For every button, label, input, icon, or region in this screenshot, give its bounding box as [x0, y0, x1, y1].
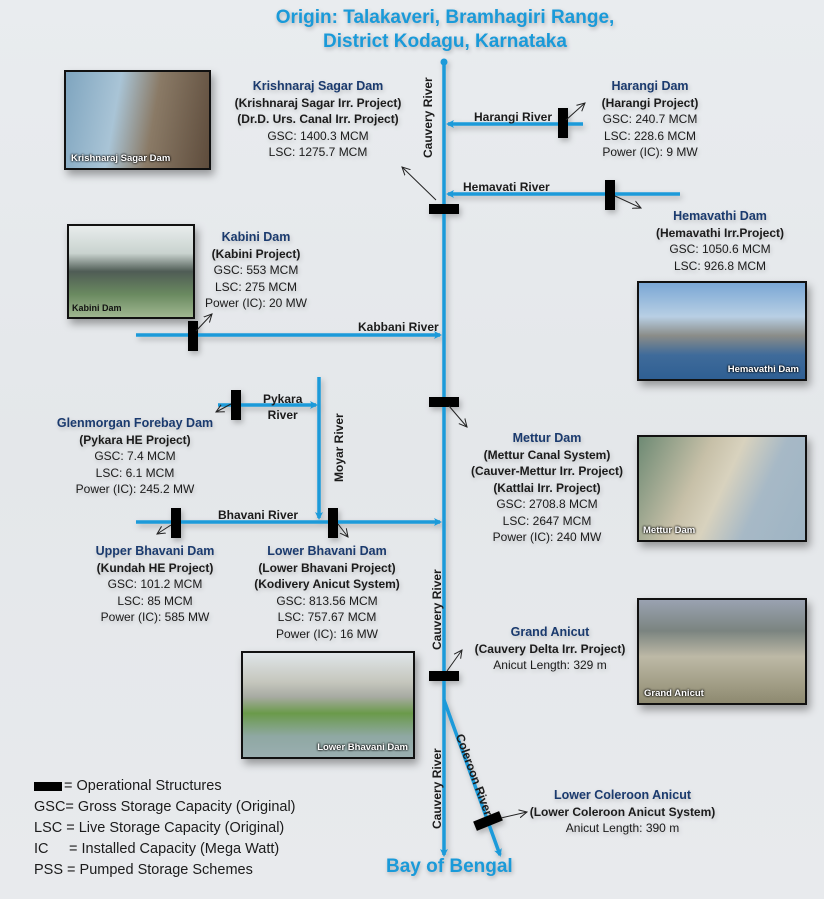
info-krishnaraj-sagar-dam: [218, 78, 418, 161]
cauvery-river-label-lower: Cauvery River: [430, 748, 444, 829]
dam-project: (Cauvery Delta Irr. Project): [474, 641, 626, 656]
anicut-length: Anicut Length: 390 m: [565, 821, 680, 835]
dam-name: Lower Bhavani Dam: [267, 544, 387, 558]
photo-caption: Krishnaraj Sagar Dam: [71, 153, 171, 164]
pykara-river-label-line2: River: [267, 408, 298, 422]
dam-gsc: GSC: 813.56 MCM: [276, 593, 378, 608]
operational-structure-swatch-icon: [34, 782, 62, 791]
structure-grand-anicut: [429, 671, 459, 681]
legend-text: = Operational Structures: [64, 778, 222, 794]
dam-name: Krishnaraj Sagar Dam: [252, 79, 384, 93]
photo-krishnaraj-sagar-dam: [64, 70, 211, 170]
info-lower-bhavani-dam: [252, 543, 402, 642]
dam-lsc: LSC: 1275.7 MCM: [268, 145, 368, 159]
dam-project: (Kodivery Anicut System): [254, 577, 400, 591]
dam-gsc: GSC: 553 MCM: [213, 263, 299, 277]
dam-lsc: LSC: 228.6 MCM: [603, 128, 697, 143]
dam-project: (Pykara HE Project): [79, 432, 191, 447]
dam-name: Kabini Dam: [221, 230, 291, 244]
dam-project: (Kundah HE Project): [96, 560, 214, 575]
structure-upper-bhavani: [171, 508, 181, 538]
dam-name: Harangi Dam: [611, 79, 689, 93]
origin-title-line2: District Kodagu, Karnataka: [323, 31, 567, 52]
legend-item-operational-structures: [34, 776, 296, 797]
dam-power: Power (IC): 240 MW: [492, 530, 602, 544]
dam-name: Glenmorgan Forebay Dam: [56, 416, 214, 430]
structure-krs: [429, 204, 459, 214]
dam-project: (Krishnaraj Sagar Irr. Project): [234, 95, 402, 110]
dam-project: (Mettur Canal System): [483, 447, 611, 462]
dam-gsc: GSC: 1050.6 MCM: [669, 242, 771, 256]
legend-abbr: IC: [34, 841, 49, 857]
dam-lsc: LSC: 2647 MCM: [502, 513, 592, 528]
legend: [34, 776, 296, 881]
photo-mettur-dam: [637, 435, 807, 542]
moyar-river-label: Moyar River: [332, 413, 346, 482]
dam-power: Power (IC): 16 MW: [275, 626, 378, 641]
dam-project: (Dr.D. Urs. Canal Irr. Project): [237, 112, 399, 126]
dam-name: Upper Bhavani Dam: [95, 544, 215, 558]
dam-project: (Cauver-Mettur Irr. Project): [470, 464, 624, 478]
bhavani-river-label: Bhavani River: [218, 508, 299, 522]
origin-title: [240, 6, 650, 54]
dam-project: (Kabini Project): [211, 246, 301, 261]
dam-gsc: GSC: 7.4 MCM: [94, 449, 176, 463]
info-glenmorgan-forebay-dam: [50, 415, 220, 498]
dam-power: Power (IC): 245.2 MW: [75, 482, 195, 496]
pykara-river-label-line1: Pykara: [263, 392, 303, 406]
dam-project: (Lower Coleroon Anicut System): [529, 804, 716, 819]
legend-abbr: PSS: [34, 862, 64, 878]
structure-mettur: [429, 397, 459, 407]
dam-gsc: GSC: 2708.8 MCM: [496, 497, 598, 511]
coleroon-river-label: Coleroon River: [452, 732, 496, 818]
info-harangi-dam: [590, 78, 710, 161]
dam-lsc: LSC: 85 MCM: [117, 593, 193, 608]
pykara-river-label: [263, 391, 302, 423]
dam-gsc: GSC: 240.7 MCM: [602, 112, 698, 126]
info-hemavathi-dam: [640, 208, 800, 274]
dam-lsc: LSC: 757.67 MCM: [277, 610, 377, 624]
dam-power: Power (IC): 585 MW: [100, 610, 210, 624]
legend-item-pss: [34, 860, 296, 881]
dam-lsc: LSC: 275 MCM: [214, 279, 298, 294]
dam-lsc: LSC: 6.1 MCM: [95, 465, 175, 480]
legend-abbr: GSC: [34, 799, 66, 815]
dam-power: Power (IC): 20 MW: [204, 296, 307, 310]
dam-project: (Hemavathi Irr.Project): [655, 225, 785, 240]
legend-text: = Installed Capacity (Mega Watt): [69, 841, 280, 857]
structure-harangi: [558, 108, 568, 138]
photo-caption: Lower Bhavani Dam: [317, 742, 408, 753]
legend-abbr: LSC: [34, 820, 63, 836]
structure-hemavathi: [605, 180, 615, 210]
cauvery-river-label-mid: Cauvery River: [430, 569, 444, 650]
harangi-river-label: Harangi River: [474, 110, 553, 124]
legend-text: = Pumped Storage Schemes: [63, 862, 253, 878]
dam-name: Lower Coleroon Anicut: [553, 788, 692, 802]
hemavati-river-label: Hemavati River: [463, 180, 550, 194]
legend-text: = Live Storage Capacity (Original): [62, 820, 285, 836]
info-kabini-dam: [196, 229, 316, 312]
info-upper-bhavani-dam: [90, 543, 220, 626]
photo-hemavathi-dam: [637, 281, 807, 381]
photo-caption: Hemavathi Dam: [727, 364, 799, 375]
anicut-length: Anicut Length: 329 m: [493, 658, 607, 672]
legend-item-ic: [34, 839, 296, 860]
structure-lower-bhavani: [328, 508, 338, 538]
photo-caption: Grand Anicut: [644, 688, 704, 699]
legend-item-lsc: [34, 818, 296, 839]
dam-project: (Kattlai Irr. Project): [493, 480, 601, 495]
cauvery-river-label-upper: Cauvery River: [421, 77, 435, 158]
dam-name: Mettur Dam: [512, 431, 582, 445]
photo-kabini-dam: [67, 224, 195, 319]
dam-project: (Harangi Project): [601, 95, 699, 110]
photo-lower-bhavani-dam: [241, 651, 415, 759]
dam-name: Hemavathi Dam: [673, 209, 767, 223]
dam-lsc: LSC: 926.8 MCM: [673, 258, 767, 273]
structure-kabini: [188, 321, 198, 351]
legend-item-gsc: [34, 797, 296, 818]
legend-text: = Gross Storage Capacity (Original): [65, 799, 296, 815]
photo-caption: Kabini Dam: [72, 303, 122, 313]
kabbani-river-label: Kabbani River: [358, 320, 439, 334]
dam-gsc: GSC: 1400.3 MCM: [267, 128, 369, 143]
photo-grand-anicut: [637, 598, 807, 705]
dam-name: Grand Anicut: [510, 625, 590, 639]
dam-project: (Lower Bhavani Project): [258, 560, 396, 575]
info-mettur-dam: [462, 430, 632, 546]
bay-of-bengal-label: Bay of Bengal: [386, 856, 513, 877]
photo-caption: Mettur Dam: [643, 525, 696, 536]
info-lower-coleroon-anicut: [525, 787, 720, 837]
info-grand-anicut: [470, 624, 630, 674]
structure-glenmorgan: [231, 390, 241, 420]
dam-gsc: GSC: 101.2 MCM: [107, 577, 203, 591]
dam-power: Power (IC): 9 MW: [602, 145, 698, 159]
origin-title-line1: Origin: Talakaveri, Bramhagiri Range,: [275, 7, 615, 28]
